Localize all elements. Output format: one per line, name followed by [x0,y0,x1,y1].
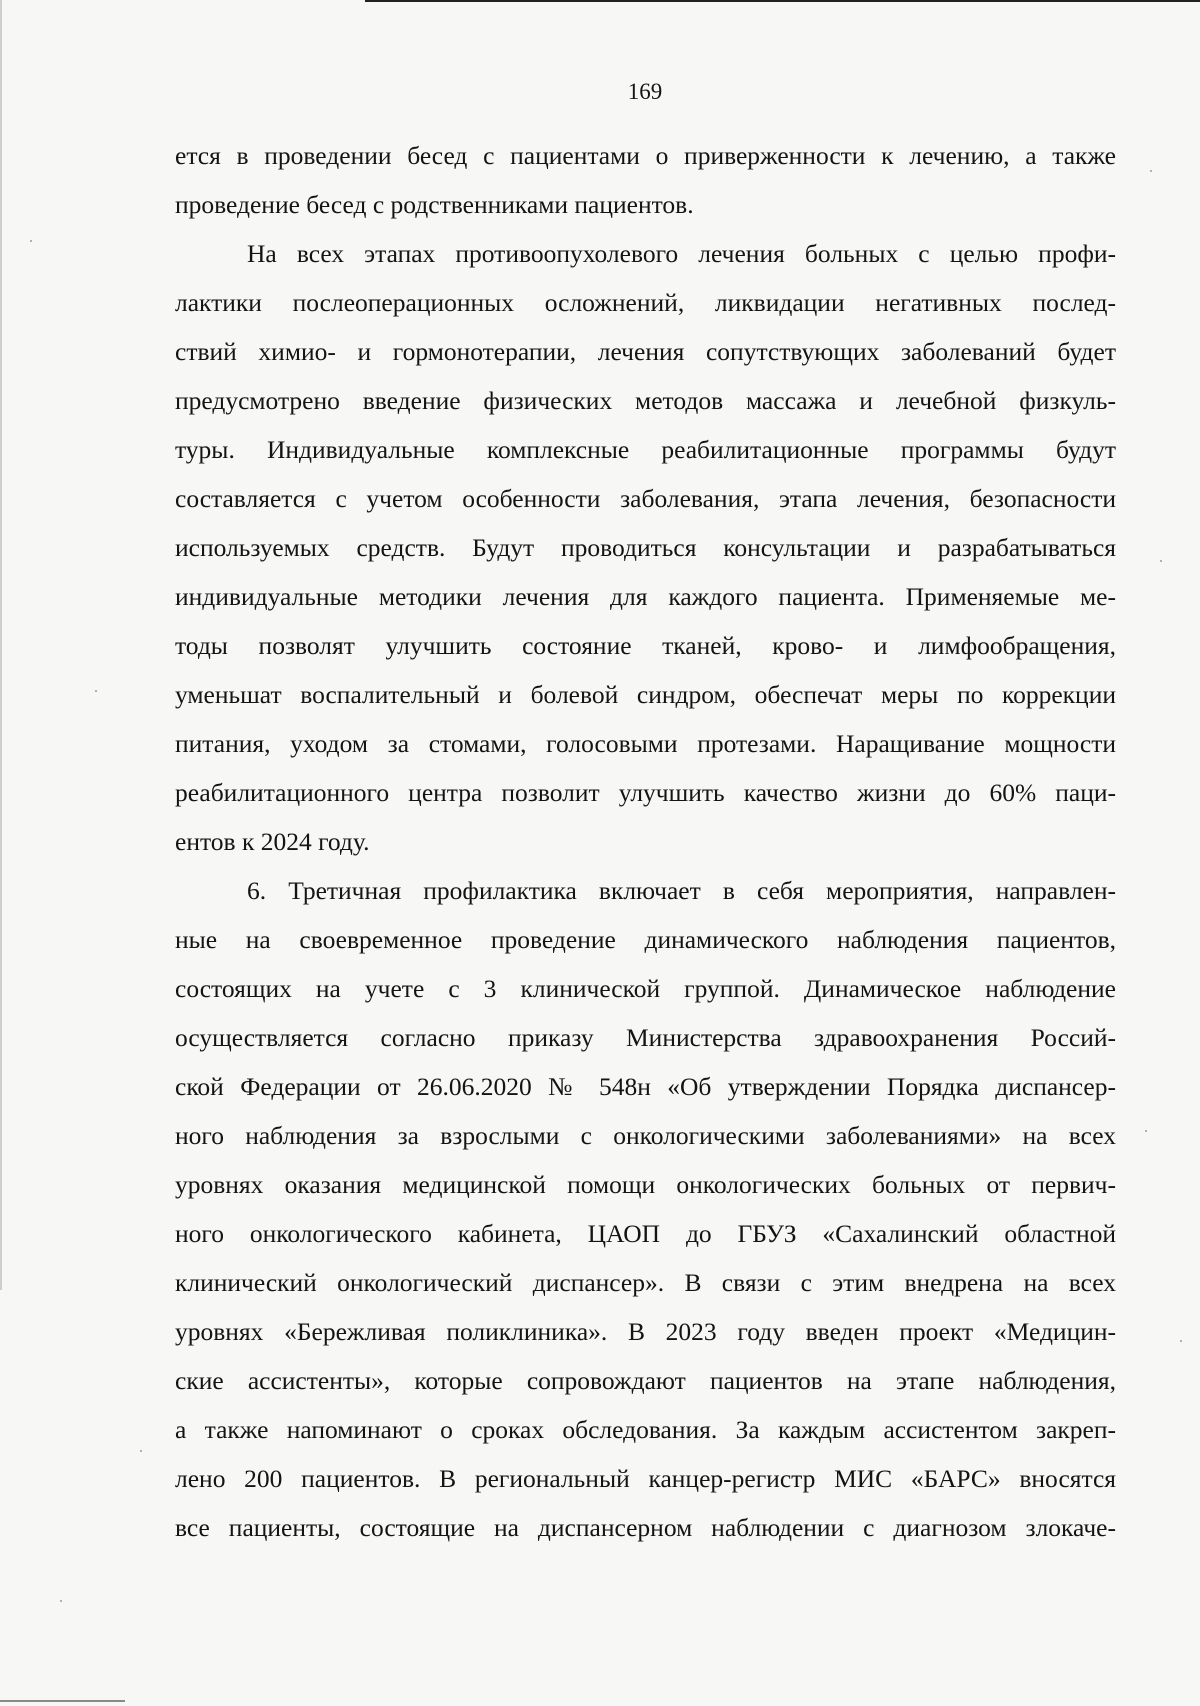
text-line: осуществляется согласно приказу Министерства здравоохранения Россий- [175,1023,1116,1052]
text-line: предусмотрено введение физических методов массажа и лечебной физкуль- [175,386,1116,415]
scan-speck [1145,1130,1147,1132]
text-line: уровнях оказания медицинской помощи онкологических больных от первич- [175,1170,1116,1199]
text-line: клинический онкологический диспансер». В связи с этим внедрена на всех [175,1268,1116,1297]
text-line: ного онкологического кабинета, ЦАОП до ГБУЗ «Сахалинский областной [175,1219,1116,1248]
text-line: а также напоминают о сроках обследования. За каждым ассистентом закреп- [175,1415,1116,1444]
text-line: индивидуальные методики лечения для каждого пациента. Применяемые ме- [175,582,1116,611]
text-line: ентов к 2024 году. [175,827,370,856]
scan-bottom-mark [0,1700,125,1702]
text-line: тоды позволят улучшить состояние тканей, крово- и лимфообращения, [175,631,1116,660]
text-line: На всех этапах противоопухолевого лечения больных с целью профи- [247,239,1116,268]
scan-speck [60,1600,62,1602]
text-line: используемых средств. Будут проводиться консультации и разрабатываться [175,533,1116,562]
text-line: ствий химио- и гормонотерапии, лечения сопутствующих заболеваний будет [175,337,1116,366]
text-line: ется в проведении бесед с пациентами о приверженности к лечению, а также [175,141,1116,170]
text-line: ские ассистенты», которые сопровождают пациентов на этапе наблюдения, [175,1366,1116,1395]
scan-top-border [365,0,1200,2]
text-line: проведение бесед с родственниками пациентов. [175,190,694,219]
text-line: туры. Индивидуальные комплексные реабилитационные программы будут [175,435,1116,464]
text-line: ской Федерации от 26.06.2020 № 548н «Об утверждении Порядка диспансер- [175,1072,1116,1101]
scan-left-edge [0,0,2,1290]
scan-speck [1160,560,1162,562]
text-line: ные на своевременное проведение динамического наблюдения пациентов, [175,925,1116,954]
text-line: состоящих на учете с 3 клинической группой. Динамическое наблюдение [175,974,1116,1003]
text-line: уровнях «Бережливая поликлиника». В 2023 году введен проект «Медицин- [175,1317,1116,1346]
text-line: питания, уходом за стомами, голосовыми протезами. Наращивание мощности [175,729,1116,758]
scan-speck [1150,170,1152,172]
text-line: 6. Третичная профилактика включает в себя мероприятия, направлен- [247,876,1116,905]
text-line: составляется с учетом особенности заболевания, этапа лечения, безопасности [175,484,1116,513]
scan-speck [30,240,32,242]
scan-speck [95,690,97,692]
text-line: уменьшат воспалительный и болевой синдром, обеспечат меры по коррекции [175,680,1116,709]
scan-speck [1180,1340,1182,1342]
text-line: реабилитационного центра позволит улучшить качество жизни до 60% паци- [175,778,1116,807]
text-line: ного наблюдения за взрослыми с онкологическими заболеваниями» на всех [175,1121,1116,1150]
body-text [175,131,1116,1552]
text-line: лено 200 пациентов. В региональный канцер-регистр МИС «БАРС» вносятся [175,1464,1116,1493]
text-line: все пациенты, состоящие на диспансерном наблюдении с диагнозом злокаче- [175,1513,1116,1542]
page-number: 169 [627,79,663,104]
scan-speck [140,1450,142,1452]
text-line: лактики послеоперационных осложнений, ликвидации негативных послед- [175,288,1116,317]
